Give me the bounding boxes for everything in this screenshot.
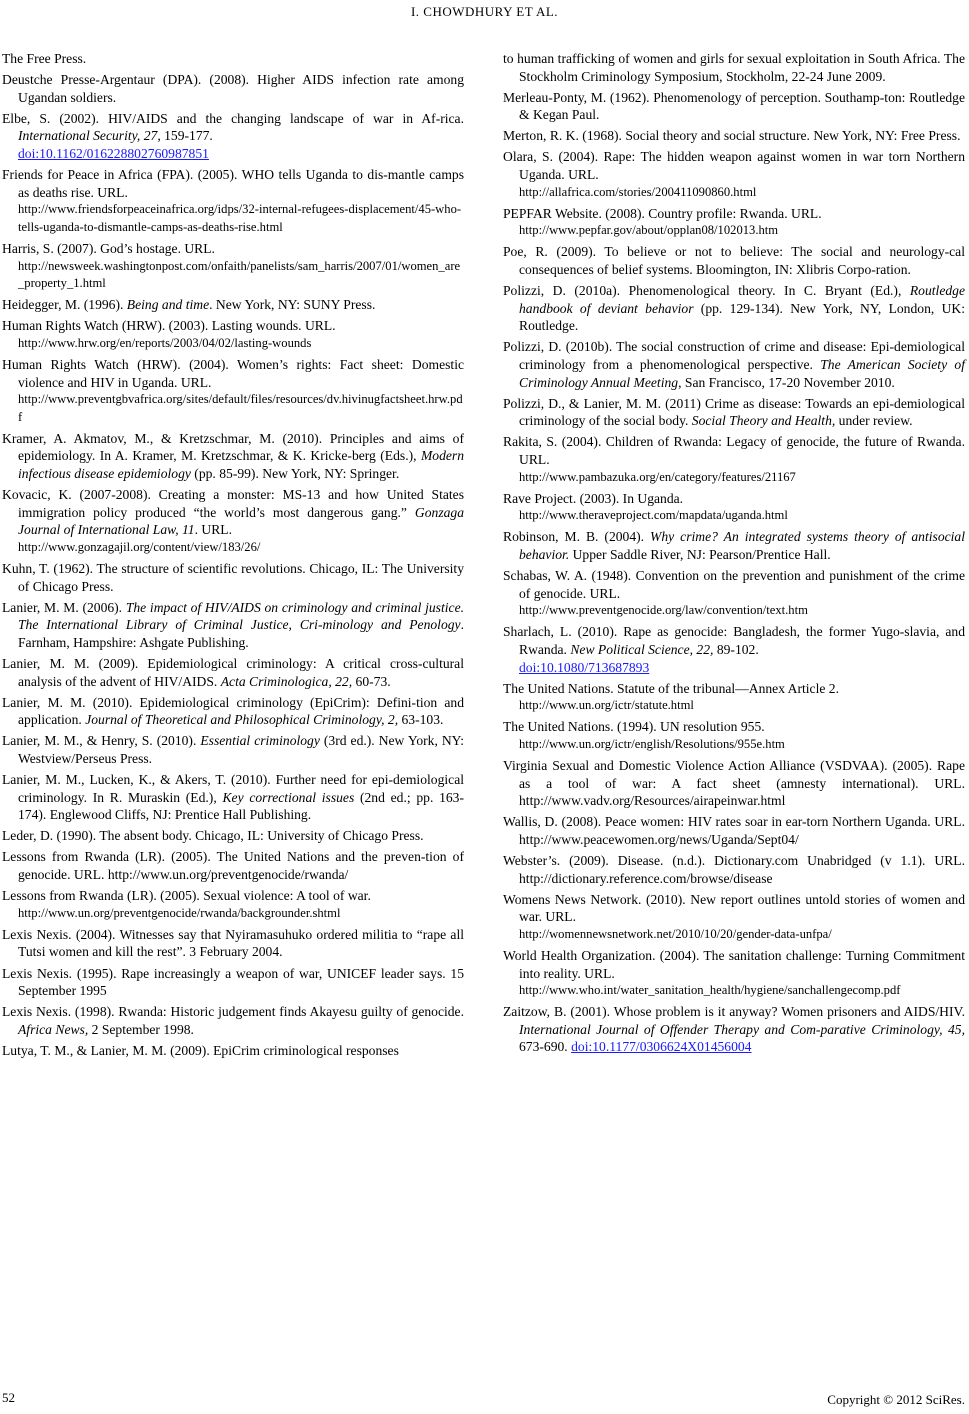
reference-text: Lexis Nexis. (1998). Rwanda: Historic judgement finds Akayesu guilty of genocide. (2, 1004, 464, 1020)
reference-italic-text: Africa News, (18, 1021, 89, 1037)
reference-url[interactable]: http://www.un.org/preventgenocide/rwanda/backgrounder.shtml (18, 905, 341, 920)
reference-text: . Farnham, Hampshire: Ashgate Publishing. (18, 617, 464, 650)
reference-text: Deustche Presse-Argentaur (DPA). (2008). Higher AIDS infection rate among Ugandan soldiers. (2, 72, 464, 105)
reference-text: PEPFAR Website. (2008). Country profile: Rwanda. URL. (503, 205, 822, 221)
reference-italic-text: Social Theory and Health, (691, 413, 836, 429)
reference-text: Polizzi, D., & Lanier, M. M. (2011) Crime as disease: Towards an epi-demiological criminology of the social body. (503, 395, 965, 429)
reference-text: Elbe, S. (2002). HIV/AIDS and the changing landscape of war in Af-rica. (2, 110, 464, 126)
reference-text: Lanier, M. M., & Henry, S. (2010). (2, 733, 201, 749)
reference-text: Kramer, A. Akmatov, M., & Kretzschmar, M. (2010). Principles and aims of epidemiology. In A. Kramer, M. Kretzschmar, & K. Kricke-berg (Eds.), (2, 430, 464, 464)
reference-entry (503, 282, 965, 335)
reference-text: 89-102. (713, 641, 759, 657)
reference-text: , San Francisco, 17-20 November 2010. (678, 374, 895, 390)
reference-entry (2, 827, 464, 845)
reference-text: Harris, S. (2007). God’s hostage. URL. (2, 240, 215, 256)
reference-italic-text: The impact of HIV/AIDS on criminology and criminal justice. The International Library of Criminal Justice, Cri-minology and Penology (18, 599, 464, 633)
reference-text: Lanier, M. M. (2010). Epidemiological criminology (EpiCrim): Defini-tion and application. (2, 694, 464, 728)
reference-entry (2, 694, 464, 729)
reference-text: . URL. (194, 522, 232, 538)
reference-entry (503, 528, 965, 563)
reference-entry (503, 433, 965, 486)
reference-entry (2, 240, 464, 293)
reference-text: Human Rights Watch (HRW). (2003). Lasting wounds. URL. (2, 318, 336, 334)
reference-text: The United Nations. (1994). UN resolution 955. (503, 719, 765, 735)
reference-italic-text: Gonzaga Journal of International Law, 11 (18, 504, 464, 538)
reference-entry (503, 338, 965, 391)
reference-entry (2, 1003, 464, 1038)
reference-text: Olara, S. (2004). Rape: The hidden weapon against women in war torn Northern Uganda. URL. (503, 149, 965, 183)
running-header: I. CHOWDHURY ET AL. (410, 4, 559, 19)
reference-entry (503, 127, 965, 145)
reference-url[interactable]: http://allafrica.com/stories/200411090860.html (519, 184, 757, 199)
reference-entry (503, 813, 965, 848)
references-left-column (2, 50, 464, 1063)
reference-text: Zaitzow, B. (2001). Whose problem is it anyway? Women prisoners and AIDS/HIV. (503, 1004, 965, 1020)
reference-italic-text: Why crime? An integrated systems theory of antisocial behavior. (519, 529, 966, 562)
reference-text: Lanier, M. M., Lucken, K., & Akers, T. (2010). Further need for epi-demiological criminology. In R. Muraskin (Ed.), (2, 772, 464, 805)
reference-text: Virginia Sexual and Domestic Violence Action Alliance (VSDVAA). (2005). Rape as a tool of war: A fact sheet (amnesty international). URL. http://www.vadv.org/Resources/airapeinwar.html (503, 757, 965, 809)
reference-text: Merleau-Ponty, M. (1962). Phenomenology of perception. Southamp-ton: Routledge & Kegan Paul. (503, 89, 965, 123)
reference-text: Kuhn, T. (1962). The structure of scientific revolutions. Chicago, IL: The University of Chicago Press. (2, 561, 464, 594)
reference-url[interactable]: http://www.un.org/ictr/english/Resolutions/955e.htm (519, 736, 785, 751)
reference-url[interactable]: http://www.pepfar.gov/about/opplan08/102013.htm (519, 223, 779, 238)
reference-italic-text: International Journal of Offender Therapy and Com-parative Criminology, 45, (519, 1021, 965, 1037)
reference-url[interactable]: http://www.gonzagajil.org/content/view/183/26/ (18, 539, 261, 554)
doi-link[interactable]: doi:10.1162/016228802760987851 (18, 145, 209, 161)
doi-line (18, 145, 464, 163)
reference-text: (pp. 129-134). New York, NY, London, UK: Routledge. (519, 300, 965, 334)
reference-text: Friends for Peace in Africa (FPA). (2005). WHO tells Uganda to dis-mantle camps as deaths rise. URL. (2, 167, 464, 200)
reference-entry (2, 430, 464, 483)
reference-italic-text: Key correctional issues (222, 789, 355, 805)
reference-entry (2, 599, 464, 652)
reference-text: Lanier, M. M. (2006). (2, 599, 126, 615)
reference-text: Lexis Nexis. (2004). Witnesses say that Nyiramasuhuko ordered militia to “rape all Tutsi women and kill the rest”. 3 February 2004. (2, 926, 464, 960)
copyright-notice: Copyright © 2012 SciRes. (827, 1392, 965, 1407)
reference-italic-text: Modern infectious disease epidemiology (18, 448, 464, 482)
reference-entry (2, 965, 464, 1000)
reference-entry (2, 356, 464, 426)
reference-text: The United Nations. Statute of the tribunal—Annex Article 2. (503, 680, 839, 696)
reference-text: under review. (835, 413, 913, 429)
reference-text: (2nd ed.; pp. 163-174). Englewood Cliffs, NJ: Prentice Hall Publishing. (18, 789, 464, 823)
reference-entry (2, 166, 464, 236)
reference-entry (503, 490, 965, 525)
reference-text: to human trafficking of women and girls for sexual exploitation in South Africa. The Stockholm Criminology Symposium, Stockholm, 22-24 June 2009. (503, 51, 965, 84)
reference-entry (2, 71, 464, 106)
reference-entry (503, 947, 965, 1000)
reference-text: Polizzi, D. (2010a). Phenomenological theory. In C. Bryant (Ed.), (503, 283, 910, 299)
reference-url[interactable]: http://www.un.org/ictr/statute.html (519, 698, 694, 713)
reference-text: Schabas, W. A. (1948). Convention on the prevention and punishment of the crime of genocide. URL. (503, 568, 965, 601)
reference-text: Polizzi, D. (2010b). The social construction of crime and disease: Epi-demiological criminology from a phenomenological perspective. (503, 339, 965, 372)
reference-text: 2 September 1998. (88, 1021, 194, 1037)
doi-link[interactable]: doi:10.1177/0306624X01456004 (571, 1039, 752, 1055)
reference-entry (503, 623, 965, 676)
reference-text: Lanier, M. M. (2009). Epidemiological criminology: A critical cross-cultural analysis of the advent of HIV/AIDS. (2, 656, 464, 689)
reference-entry (503, 395, 965, 430)
reference-text: Merton, R. K. (1968). Social theory and social structure. New York, NY: Free Press. (503, 128, 961, 144)
reference-url[interactable]: http://www.preventgbvafrica.org/sites/default/files/resources/dv.hivinugfactsheet.hrw.pdf (18, 392, 463, 424)
reference-text: The Free Press. (2, 51, 87, 66)
reference-url[interactable]: http://www.friendsforpeaceinafrica.org/idps/32-internal-refugees-displacement/45-who-tells-uganda-to-dismantle-camps-as-deaths-rise.html (18, 202, 462, 234)
reference-text: Lessons from Rwanda (LR). (2005). The United Nations and the preven-tion of genocide. URL. http://www.un.org/preventgenocide/rwanda/ (2, 849, 464, 883)
reference-italic-text: Being and time (126, 297, 210, 313)
doi-link[interactable]: doi:10.1080/713687893 (519, 659, 650, 675)
reference-text: 159-177. (160, 128, 213, 144)
reference-italic-text: Journal of Theoretical and Philosophical Criminology, 2, (85, 712, 399, 728)
reference-text: (3rd ed.). New York, NY: Westview/Perseus Press. (18, 733, 465, 766)
doi-line (519, 659, 965, 677)
reference-entry (2, 50, 464, 68)
reference-entry (2, 486, 464, 556)
reference-entry (503, 567, 965, 620)
reference-text: Upper Saddle River, NJ: Pearson/Prentice Hall. (569, 546, 831, 562)
reference-url[interactable]: http://www.theraveproject.com/mapdata/uganda.html (519, 508, 788, 523)
reference-italic-text: The American Society of Criminology Annual Meeting (519, 357, 965, 390)
reference-text: Poe, R. (2009). To believe or not to believe: The social and neurology-cal consequences of belief systems. Bloomington, IN: Xlibris Corpo-ration. (503, 244, 965, 278)
reference-text: World Health Organization. (2004). The sanitation challenge: Turning Commitment into reality. URL. (503, 947, 965, 981)
reference-url[interactable]: http://www.pambazuka.org/en/category/features/21167 (519, 469, 796, 484)
reference-entry (503, 891, 965, 944)
reference-entry (2, 560, 464, 595)
reference-text: Rakita, S. (2004). Children of Rwanda: Legacy of genocide, the future of Rwanda. URL. (503, 434, 965, 467)
reference-entry (2, 771, 464, 824)
reference-text: Robinson, M. B. (2004). (503, 529, 651, 545)
reference-italic-text: New Political Science, 22, (570, 641, 714, 657)
reference-italic-text: Acta Criminologica, 22, (220, 673, 353, 689)
reference-italic-text: Essential criminology (200, 733, 320, 749)
reference-text: Lessons from Rwanda (LR). (2005). Sexual violence: A tool of war. (2, 888, 371, 904)
reference-text: Kovacic, K. (2007-2008). Creating a monster: MS-13 and how United States immigration policy produced “the world’s most dangerous gang.” (2, 487, 464, 520)
reference-entry (2, 655, 464, 690)
reference-entry (2, 296, 464, 314)
reference-text: Rave Project. (2003). In Uganda. (503, 490, 684, 506)
page-number: 52 (2, 1390, 15, 1405)
reference-italic-text: Routledge handbook of deviant behavior (519, 283, 965, 316)
reference-text: Webster’s. (2009). Disease. (n.d.). Dictionary.com Unabridged (v 1.1). URL. http://dictionary.reference.com/browse/disease (503, 852, 965, 886)
reference-text: 60-73. (352, 673, 391, 689)
reference-text: 63-103. (398, 712, 444, 728)
reference-text: Leder, D. (1990). The absent body. Chicago, IL: University of Chicago Press. (2, 828, 424, 844)
reference-url[interactable]: http://womennewsnetwork.net/2010/10/20/gender-data-unfpa/ (519, 926, 832, 941)
reference-entry (503, 243, 965, 278)
reference-entry (503, 89, 965, 124)
references-right-column (503, 50, 965, 1059)
reference-entry (503, 852, 965, 887)
reference-entry (2, 926, 464, 961)
reference-text: Lutya, T. M., & Lanier, M. M. (2009). EpiCrim criminological responses (2, 1042, 399, 1058)
reference-entry (503, 50, 965, 85)
reference-url[interactable]: http://www.preventgenocide.org/law/convention/text.htm (519, 603, 808, 618)
reference-text: Womens News Network. (2010). New report outlines untold stories of women and war. URL. (503, 891, 965, 925)
reference-text: Heidegger, M. (1996). (2, 297, 127, 313)
reference-url[interactable]: http://www.who.int/water_sanitation_health/hygiene/sanchallengecomp.pdf (519, 983, 901, 998)
reference-url[interactable]: http://www.hrw.org/en/reports/2003/04/02/lasting-wounds (18, 335, 312, 350)
reference-entry (503, 757, 965, 810)
reference-entry (2, 887, 464, 922)
reference-entry (503, 680, 965, 715)
reference-text: (pp. 85-99). New York, NY: Springer. (190, 466, 400, 482)
reference-entry (2, 848, 464, 883)
reference-text: Human Rights Watch (HRW). (2004). Women’s rights: Fact sheet: Domestic violence and HIV in Uganda. URL. (2, 357, 464, 390)
reference-entry (503, 148, 965, 201)
reference-entry (2, 110, 464, 163)
reference-italic-text: International Security, 27, (18, 128, 161, 144)
reference-entry (2, 317, 464, 352)
reference-text: Sharlach, L. (2010). Rape as genocide: Bangladesh, the former Yugo-slavia, and Rwanda. (503, 624, 965, 657)
reference-text: Wallis, D. (2008). Peace women: HIV rates soar in ear-torn Northern Uganda. URL. http://www.peacewomen.org/news/Uganda/Sept04/ (503, 814, 965, 847)
reference-text: 673-690. (519, 1039, 572, 1055)
reference-text: Lexis Nexis. (1995). Rape increasingly a weapon of war, UNICEF leader says. 15 September 1995 (2, 965, 464, 999)
reference-entry (503, 1003, 965, 1056)
reference-text: . New York, NY: SUNY Press. (209, 297, 376, 313)
reference-entry (2, 1042, 464, 1060)
reference-url[interactable]: http://newsweek.washingtonpost.com/onfaith/panelists/sam_harris/2007/01/women_are_property_1.html (18, 258, 461, 291)
reference-entry (503, 205, 965, 240)
reference-entry (503, 718, 965, 753)
reference-entry (2, 732, 464, 767)
